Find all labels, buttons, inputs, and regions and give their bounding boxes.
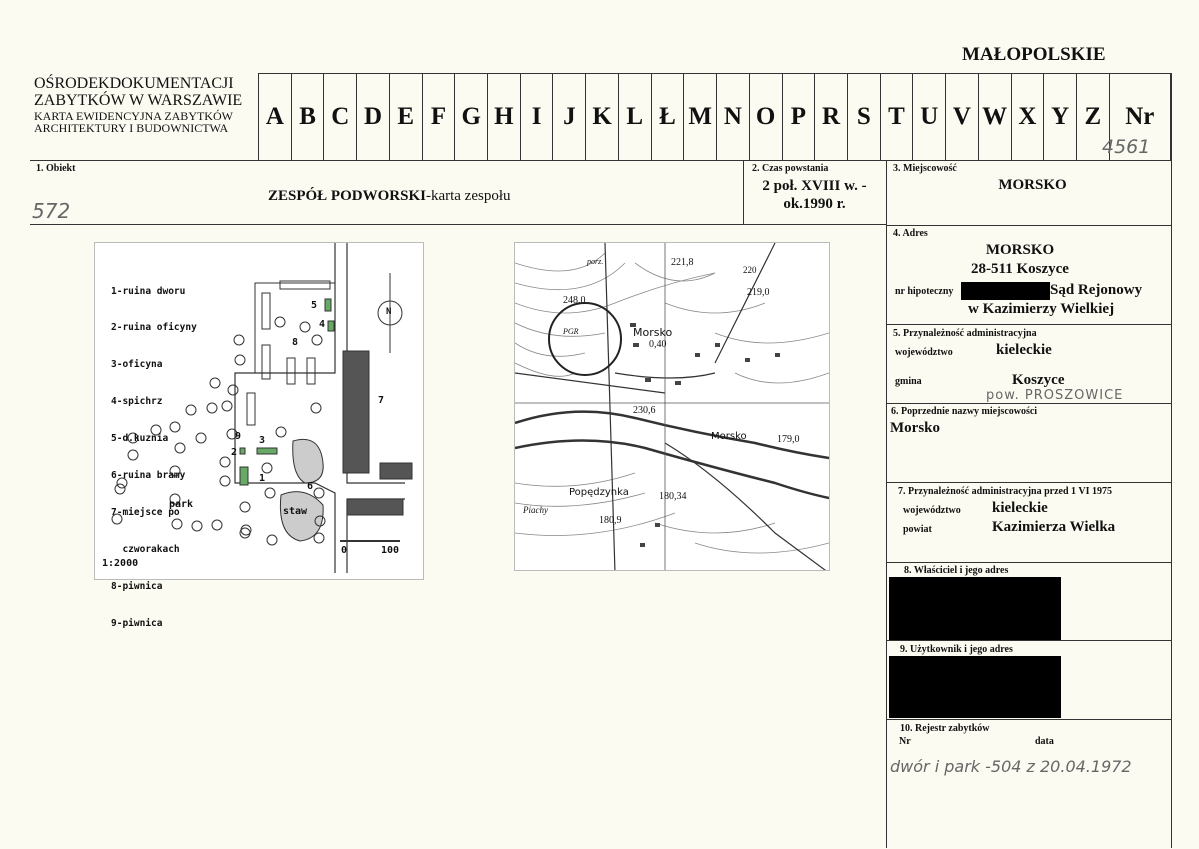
gmina-label: gmina bbox=[895, 376, 922, 387]
letter-cell: W bbox=[978, 73, 1011, 160]
miejscowosc-value: MORSKO bbox=[998, 177, 1067, 193]
legend-item: 5-d.kuznia bbox=[111, 433, 169, 445]
divider bbox=[30, 160, 1171, 161]
park-label: park bbox=[169, 499, 194, 510]
letter-cell: V bbox=[945, 73, 978, 160]
letter-cell: S bbox=[847, 73, 880, 160]
letter-cell: X bbox=[1011, 73, 1044, 160]
divider bbox=[886, 225, 1171, 226]
letter-cell: H bbox=[487, 73, 520, 160]
letter-cell: A bbox=[258, 73, 291, 160]
legend-item: 2-ruina oficyny bbox=[111, 322, 197, 334]
hipoteczny-label: nr hipoteczny bbox=[895, 286, 954, 297]
divider bbox=[886, 160, 887, 848]
rejestr-data-label: data bbox=[1035, 736, 1054, 747]
card-type-line: KARTA EWIDENCYJNA ZABYTKÓW bbox=[34, 108, 233, 123]
scalebar-start: 0 bbox=[341, 545, 348, 556]
letter-cell: O bbox=[749, 73, 782, 160]
letter-cell: G bbox=[454, 73, 487, 160]
court-line2: w Kazimierzy Wielkiej bbox=[968, 301, 1115, 317]
plan-number: 3 bbox=[259, 435, 266, 446]
legend-item: czworakach bbox=[111, 543, 180, 555]
legend-item: 6-ruina bramy bbox=[111, 470, 186, 482]
redaction-box bbox=[889, 577, 1061, 640]
divider bbox=[30, 224, 886, 225]
wlasciciel-label: 8. Właściciel i jego adres bbox=[904, 565, 1009, 576]
map-height: 219,0 bbox=[747, 287, 770, 298]
map-height: 221,8 bbox=[671, 257, 694, 268]
powiat-handwritten: pow. PROSZOWICE bbox=[986, 388, 1124, 403]
wojewodztwo1975-label: województwo bbox=[903, 505, 961, 516]
uzytkownik-label: 9. Użytkownik i jego adres bbox=[900, 644, 1013, 655]
redaction-box bbox=[961, 282, 1050, 300]
map-height: 220 bbox=[743, 265, 757, 275]
plan-number: 6 bbox=[307, 481, 314, 492]
letter-cell: Z bbox=[1076, 73, 1109, 160]
letter-cell: F bbox=[422, 73, 455, 160]
letter-cell: D bbox=[356, 73, 389, 160]
divider bbox=[886, 719, 1171, 720]
obiekt-name bbox=[268, 188, 511, 205]
gmina-value: Koszyce bbox=[1012, 372, 1065, 388]
legend-item: 8-piwnica bbox=[111, 580, 163, 592]
redaction-box bbox=[889, 656, 1061, 718]
scalebar-end: 100 bbox=[381, 545, 400, 556]
institution-line: ZABYTKÓW W WARSZAWIE bbox=[34, 91, 243, 109]
letter-cell: N bbox=[716, 73, 749, 160]
czas-line1: 2 poł. XVIII w. - bbox=[762, 178, 867, 194]
czas-line2: ok.1990 r. bbox=[783, 196, 846, 212]
legend-item: 3-oficyna bbox=[111, 359, 163, 371]
poprzednie-label: 6. Poprzednie nazwy miejscowości bbox=[891, 406, 1038, 417]
powiat1975-value: Kazimierza Wielka bbox=[992, 519, 1116, 535]
site-plan-scale: 1:2000 bbox=[102, 558, 139, 569]
pond-label: staw bbox=[283, 506, 308, 517]
adres-line1: MORSKO bbox=[985, 242, 1055, 258]
powiat1975-label: powiat bbox=[903, 524, 932, 535]
plan-number: 4 bbox=[319, 319, 326, 330]
rejestr-handwritten: dwór i park -504 z 20.04.1972 bbox=[890, 757, 1132, 776]
letter-cell: P bbox=[782, 73, 815, 160]
plan-number: 2 bbox=[231, 447, 238, 458]
map-label-porz: porz. bbox=[587, 257, 604, 266]
adres-line2: 28-511 Koszyce bbox=[971, 261, 1069, 277]
map-label-pgr: PGR bbox=[563, 327, 579, 336]
obiekt-handwritten: 572 bbox=[32, 199, 71, 223]
letter-cell: C bbox=[323, 73, 356, 160]
letter-cell: Ł bbox=[651, 73, 684, 160]
map-height: 180,9 bbox=[599, 515, 622, 526]
letter-cell: M bbox=[683, 73, 716, 160]
site-plan bbox=[94, 242, 424, 629]
divider bbox=[886, 562, 1171, 563]
site-plan-legend bbox=[111, 261, 197, 655]
map-label-piachy: Piachy bbox=[523, 505, 548, 515]
letter-cell: I bbox=[520, 73, 553, 160]
legend-item: 1-ruina dworu bbox=[111, 285, 186, 297]
map-label-morsko: Morsko bbox=[711, 431, 747, 442]
institution-name bbox=[34, 76, 254, 135]
institution-line: OŚRODEKDOKUMENTACJI bbox=[34, 75, 234, 92]
topo-map-drawing bbox=[515, 243, 829, 570]
nr-handwritten: 4561 bbox=[1102, 136, 1151, 158]
legend-item: 7-miejsce po bbox=[111, 506, 180, 518]
map-height: 179,0 bbox=[777, 434, 800, 445]
wojewodztwo-label: województwo bbox=[895, 347, 953, 358]
letter-cell: R bbox=[814, 73, 847, 160]
card-type-line: ARCHITEKTURY I BUDOWNICTWA bbox=[34, 121, 229, 136]
letter-cell: U bbox=[912, 73, 945, 160]
rejestr-label: 10. Rejestr zabytków bbox=[900, 723, 990, 734]
obiekt-name-rest: -karta zespołu bbox=[425, 188, 511, 204]
map-height: 248,0 bbox=[563, 295, 586, 306]
plan-number: 8 bbox=[292, 337, 299, 348]
divider bbox=[886, 403, 1171, 404]
region-name: MAŁOPOLSKIE bbox=[962, 44, 1106, 65]
divider bbox=[886, 640, 1171, 641]
map-label-morsko: Morsko bbox=[633, 326, 673, 339]
map-height: 180,34 bbox=[659, 491, 687, 502]
wojewodztwo-value: kieleckie bbox=[996, 342, 1052, 358]
adres-label: 4. Adres bbox=[893, 228, 928, 239]
north-label: N bbox=[386, 307, 392, 317]
obiekt-name-bold: ZESPÓŁ PODWORSKI bbox=[268, 188, 426, 204]
map-height: 0,40 bbox=[649, 339, 667, 350]
letter-cell: E bbox=[389, 73, 422, 160]
przynaleznosc-label: 5. Przynależność administracyjna bbox=[893, 328, 1037, 339]
letter-cell: B bbox=[291, 73, 324, 160]
legend-item: 4-spichrz bbox=[111, 396, 163, 408]
map-height: 230,6 bbox=[633, 405, 656, 416]
rejestr-nr-label: Nr bbox=[899, 736, 911, 747]
topo-map bbox=[514, 242, 830, 571]
letter-cell: J bbox=[552, 73, 585, 160]
letter-cell-nr: Nr bbox=[1109, 73, 1171, 160]
poprzednie-value: Morsko bbox=[890, 420, 940, 436]
wojewodztwo1975-value: kieleckie bbox=[992, 500, 1048, 516]
plan-number: 7 bbox=[378, 395, 385, 406]
court-line1: Sąd Rejonowy bbox=[1050, 282, 1143, 298]
obiekt-label: 1. Obiekt bbox=[36, 163, 76, 174]
legend-item: 9-piwnica bbox=[111, 617, 163, 629]
plan-number: 9 bbox=[235, 431, 242, 442]
plan-number: 1 bbox=[259, 473, 266, 484]
przynaleznosc1975-label: 7. Przynależność administracyjna przed 1 VI 1975 bbox=[898, 486, 1112, 497]
letter-cell: Y bbox=[1043, 73, 1076, 160]
letter-cell: K bbox=[585, 73, 618, 160]
letter-index-grid bbox=[258, 73, 1171, 160]
miejscowosc-label: 3. Miejscowość bbox=[893, 163, 957, 174]
letter-cell: L bbox=[618, 73, 651, 160]
letter-cell: T bbox=[880, 73, 913, 160]
czas-label: 2. Czas powstania bbox=[752, 163, 829, 174]
divider bbox=[886, 324, 1171, 325]
map-label-popedzynka: Popędzynka bbox=[569, 487, 629, 498]
divider bbox=[886, 482, 1171, 483]
plan-number: 5 bbox=[311, 300, 318, 311]
